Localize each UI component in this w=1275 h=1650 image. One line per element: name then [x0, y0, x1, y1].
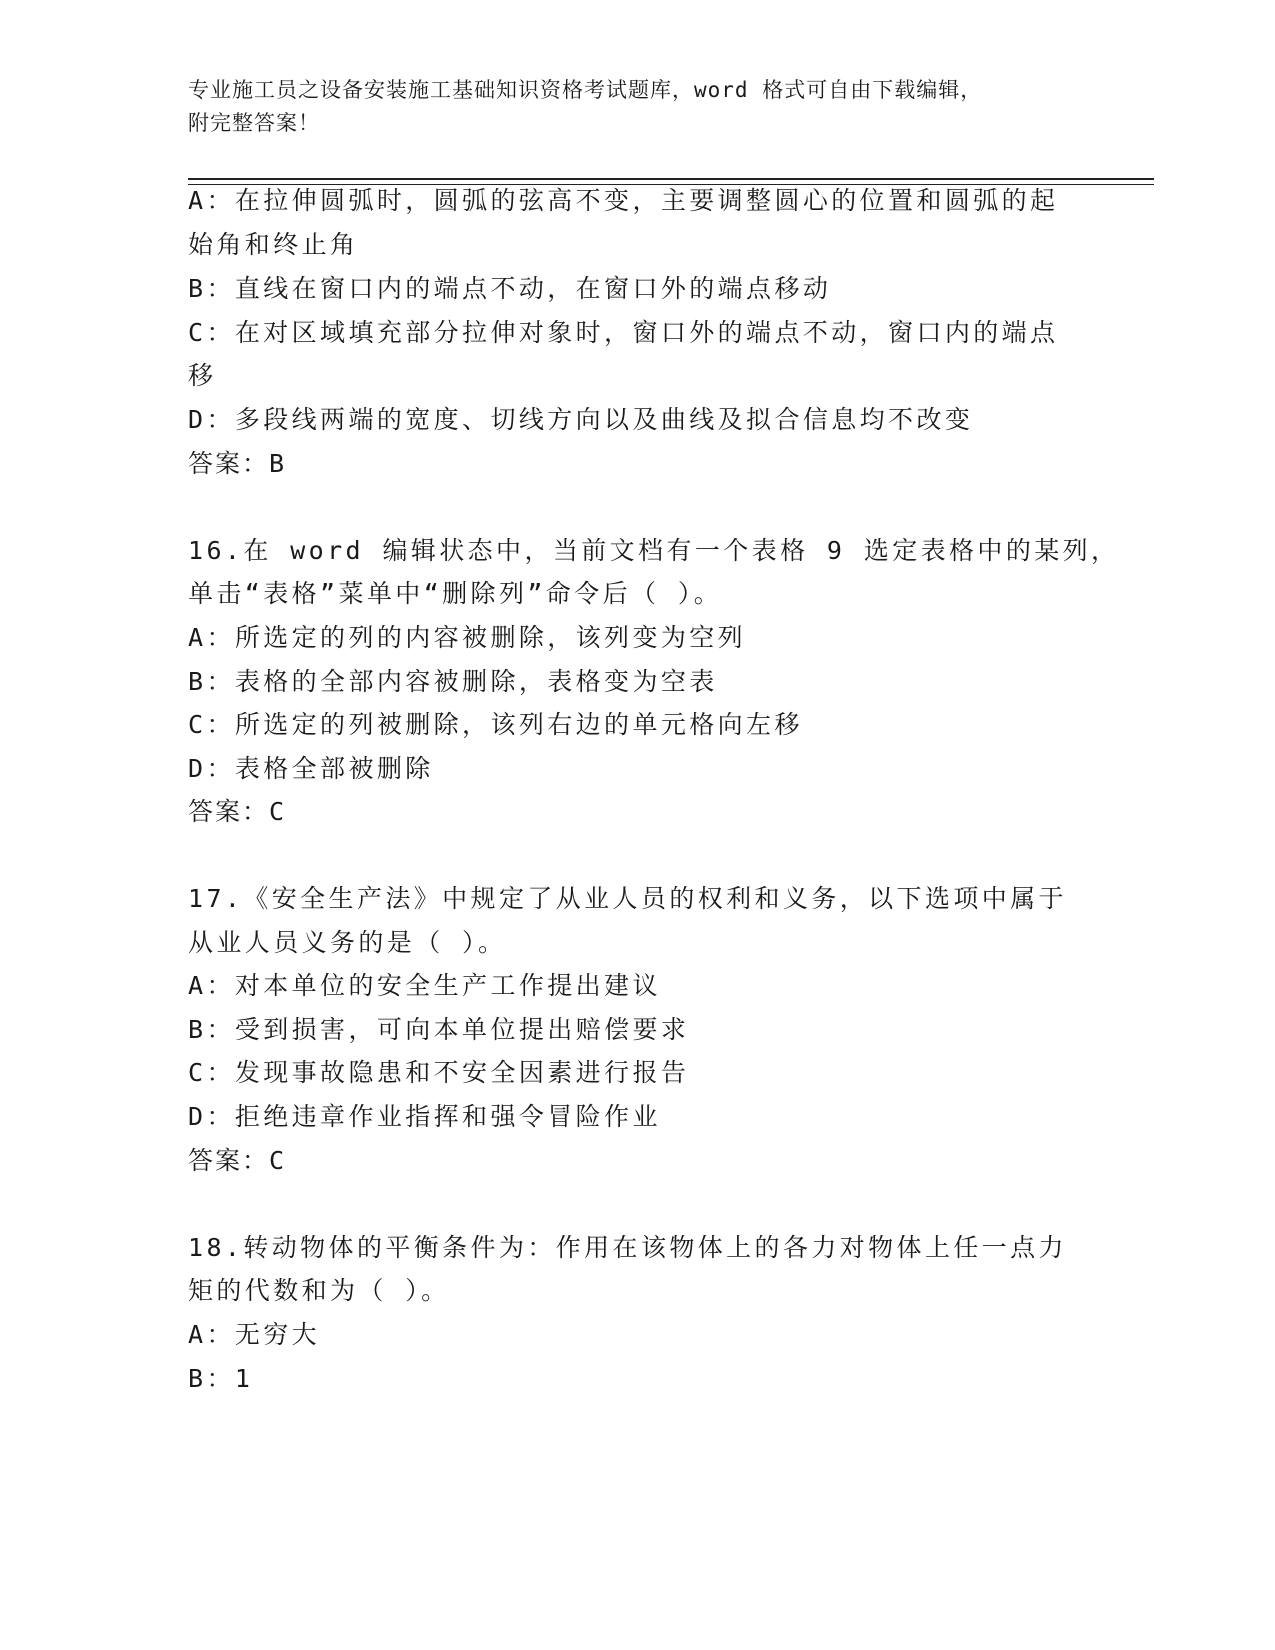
- q16-option-a: A：所选定的列的内容被删除，该列变为空列: [188, 623, 747, 652]
- q18-stem-line-1: 18.转动物体的平衡条件为：作用在该物体上的各力对物体上任一点力: [188, 1233, 1067, 1262]
- header-line-2: 附完整答案！: [188, 111, 320, 135]
- q15-option-d: D：多段线两端的宽度、切线方向以及曲线及拟合信息均不改变: [188, 405, 974, 434]
- q17-option-a: A：对本单位的安全生产工作提出建议: [188, 971, 661, 1000]
- q18-option-a: A：无穷大: [188, 1320, 321, 1349]
- q16-answer: 答案：C: [188, 797, 287, 826]
- q16-option-d: D：表格全部被删除: [188, 754, 434, 783]
- q18-stem-line-2: 矩的代数和为（ ）。: [188, 1276, 450, 1305]
- q15-answer: 答案：B: [188, 449, 287, 478]
- q17-option-b: B：受到损害，可向本单位提出赔偿要求: [188, 1015, 690, 1044]
- q16-stem-line-2: 单击“表格”菜单中“删除列”命令后（ ）。: [188, 579, 723, 608]
- page-header: [188, 74, 1068, 140]
- q15-option-c-line-2: 移: [188, 361, 217, 390]
- q16-option-c: C：所选定的列被删除，该列右边的单元格向左移: [188, 710, 803, 739]
- q15-option-a-line-2: 始角和终止角: [188, 230, 359, 259]
- q15-option-b: B：直线在窗口内的端点不动，在窗口外的端点移动: [188, 274, 832, 303]
- q15-option-c-line-1: C：在对区域填充部分拉伸对象时，窗口外的端点不动，窗口内的端点: [188, 318, 1059, 347]
- header-rule-thin: [188, 184, 1154, 185]
- q17-option-c: C：发现事故隐患和不安全因素进行报告: [188, 1058, 690, 1087]
- q17-option-d: D：拒绝违章作业指挥和强令冒险作业: [188, 1102, 661, 1131]
- q17-answer: 答案：C: [188, 1146, 287, 1175]
- q15-option-a-line-1: A：在拉伸圆弧时，圆弧的弦高不变，主要调整圆心的位置和圆弧的起: [188, 186, 1059, 215]
- q16-option-b: B：表格的全部内容被删除，表格变为空表: [188, 667, 718, 696]
- q17-stem-line-2: 从业人员义务的是（ ）。: [188, 928, 507, 957]
- q18-option-b: B：1: [188, 1364, 254, 1393]
- q16-stem-line-1: 16.在 word 编辑状态中，当前文档有一个表格 9 选定表格中的某列，: [188, 536, 1120, 565]
- header-rule-thick: [188, 178, 1154, 180]
- q17-stem-line-1: 17.《安全生产法》中规定了从业人员的权利和义务，以下选项中属于: [188, 884, 1067, 913]
- header-line-1: 专业施工员之设备安装施工基础知识资格考试题库，word 格式可自由下载编辑，: [188, 78, 983, 102]
